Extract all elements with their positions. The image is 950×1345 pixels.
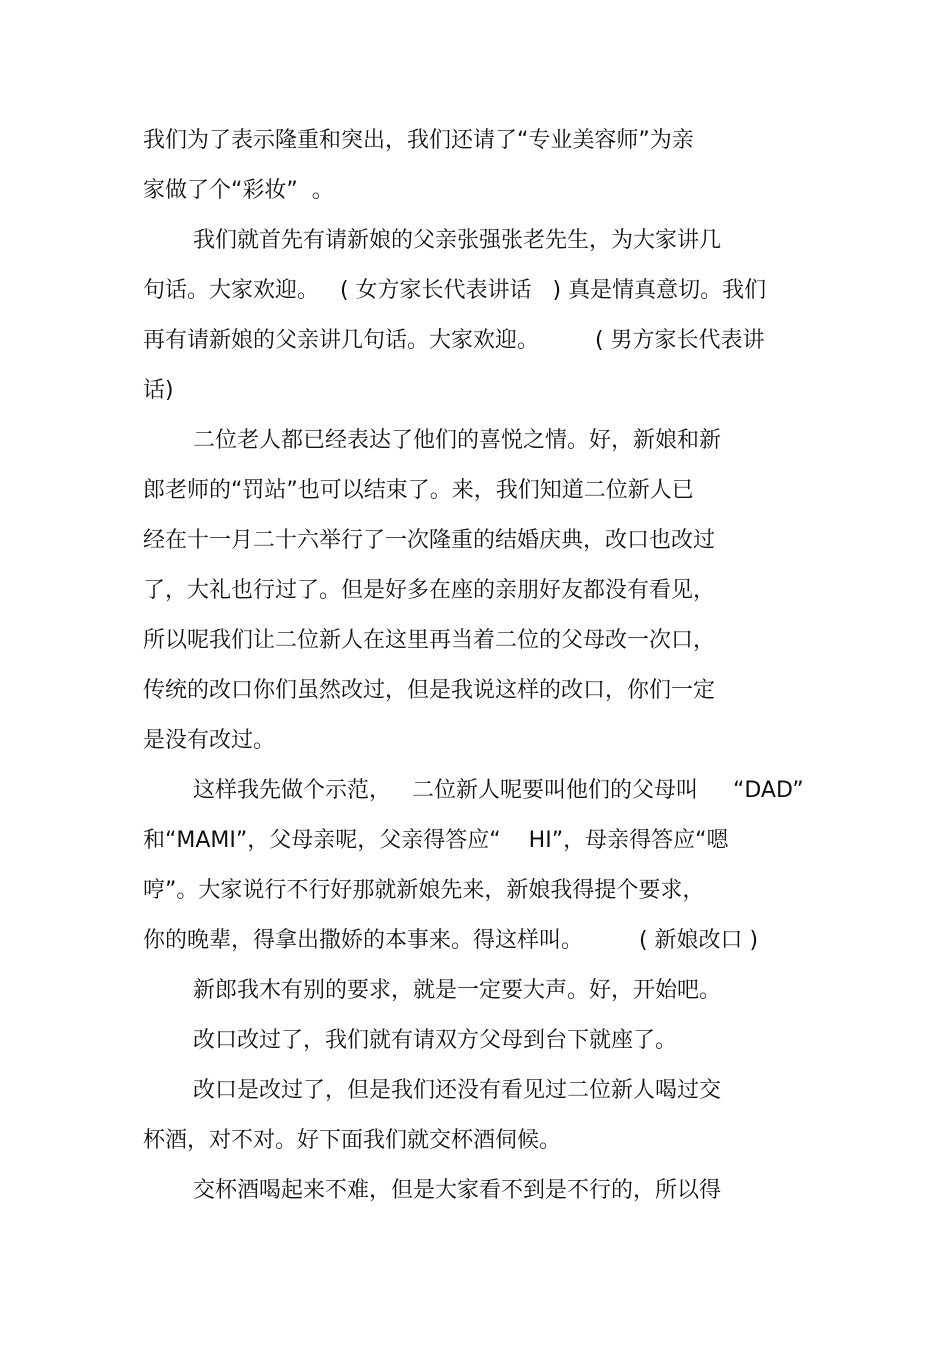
text-line: 经在十一月二十六举行了一次隆重的结婚庆典，改口也改过	[143, 528, 716, 553]
paragraph-first-line: 我们就首先有请新娘的父亲张强张老先生，为大家讲几	[193, 228, 722, 253]
text-line: 再有请新娘的父亲讲几句话。大家欢迎。 ( 男方家长代表讲	[143, 328, 765, 353]
paragraph-first-line: 改口是改过了，但是我们还没有看见过二位新人喝过交	[193, 1078, 722, 1103]
paragraph-first-line: 二位老人都已经表达了他们的喜悦之情。好，新娘和新	[193, 428, 722, 453]
text-line: 杯酒，对不对。好下面我们就交杯酒伺候。	[143, 1128, 562, 1153]
text-line: 了，大礼也行过了。但是好多在座的亲朋好友都没有看见，	[143, 578, 716, 603]
text-line: 传统的改口你们虽然改过，但是我说这样的改口，你们一定	[143, 678, 716, 703]
paragraph-first-line: 这样我先做个示范， 二位新人呢要叫他们的父母叫 “DAD”	[193, 778, 804, 803]
text-line: 家做了个“彩妆” 。	[143, 178, 334, 203]
text-line: 是没有改过。	[143, 728, 276, 753]
paragraph-first-line: 改口改过了，我们就有请双方父母到台下就座了。	[193, 1028, 678, 1053]
text-line: 哼”。大家说行不行好那就新娘先来，新娘我得提个要求，	[143, 878, 705, 903]
text-line: 我们为了表示隆重和突出，我们还请了“专业美容师”为亲	[143, 128, 694, 153]
text-line: 你的晚辈，得拿出撒娇的本事来。得这样叫。 ( 新娘改口 )	[143, 928, 759, 953]
text-line: 和“MAMI”，父母亲呢，父亲得答应“ HI”，母亲得答应“嗯	[143, 828, 729, 853]
paragraph-first-line: 新郎我木有别的要求，就是一定要大声。好，开始吧。	[193, 978, 722, 1003]
text-line: 句话。大家欢迎。 ( 女方家长代表讲话 ) 真是情真意切。我们	[143, 278, 767, 303]
paragraph-first-line: 交杯酒喝起来不难，但是大家看不到是不行的，所以得	[193, 1178, 722, 1203]
text-line: 所以呢我们让二位新人在这里再当着二位的父母改一次口，	[143, 628, 716, 653]
text-line: 话)	[143, 378, 174, 403]
text-line: 郎老师的“罚站”也可以结束了。来，我们知道二位新人已	[143, 478, 694, 503]
